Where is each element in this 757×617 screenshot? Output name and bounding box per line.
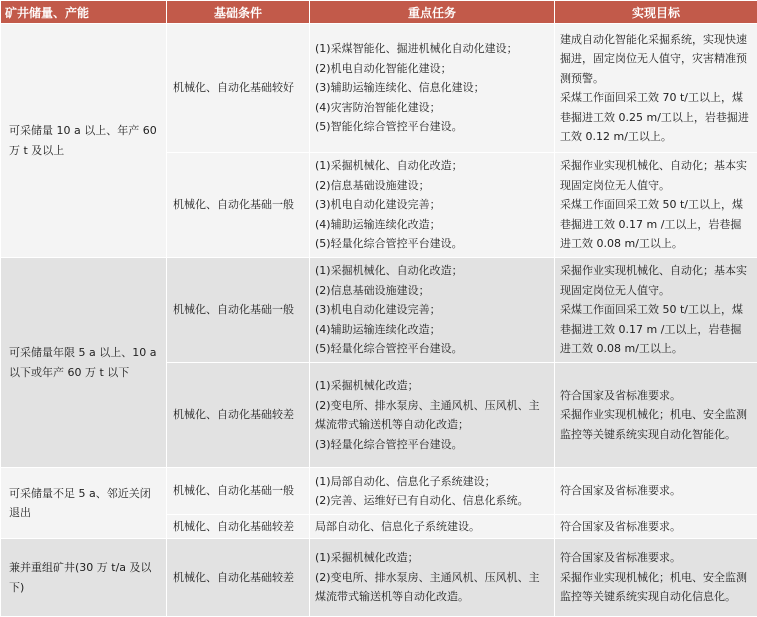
target-cell bbox=[555, 515, 757, 539]
target-item: 符合国家及省标准要求。 bbox=[560, 548, 752, 568]
target-cell bbox=[555, 24, 757, 153]
tasks-cell bbox=[310, 258, 555, 363]
target-cell bbox=[555, 363, 757, 468]
condition-cell: 机械化、自动化基础一般 bbox=[167, 153, 310, 258]
task-item: (2)信息基础设施建设； bbox=[315, 176, 549, 196]
task-item: (1)采掘机械化改造； bbox=[315, 376, 549, 396]
reserve-cell: 可采储量不足 5 a、邻近关闭退出 bbox=[1, 468, 167, 539]
task-item: (3)轻量化综合管控平台建设。 bbox=[315, 435, 549, 455]
target-item: 采掘作业实现机械化、自动化；基本实现固定岗位无人值守。 bbox=[560, 156, 752, 195]
task-item: (2)变电所、排水泵房、主通风机、压风机、主煤流带式输送机等自动化改造； bbox=[315, 396, 549, 435]
target-item: 采煤工作面回采工效 50 t/工以上，煤巷掘进工效 0.17 m /工以上，岩巷掘进工效 0.08 m/工以上。 bbox=[560, 195, 752, 254]
condition-cell: 机械化、自动化基础较差 bbox=[167, 363, 310, 468]
target-cell bbox=[555, 258, 757, 363]
condition-cell: 机械化、自动化基础一般 bbox=[167, 468, 310, 515]
task-item: (1)采掘机械化、自动化改造； bbox=[315, 261, 549, 281]
table-row bbox=[1, 24, 757, 153]
task-item: (4)灾害防治智能化建设； bbox=[315, 98, 549, 118]
task-item: (3)机电自动化建设完善； bbox=[315, 195, 549, 215]
tasks-cell bbox=[310, 515, 555, 539]
task-item: (1)采煤智能化、掘进机械化自动化建设； bbox=[315, 39, 549, 59]
target-cell bbox=[555, 468, 757, 515]
target-cell bbox=[555, 539, 757, 617]
target-item: 建成自动化智能化采掘系统，实现快速掘进，固定岗位无人值守，灾害精准预测预警。 bbox=[560, 30, 752, 89]
task-item: (5)轻量化综合管控平台建设。 bbox=[315, 234, 549, 254]
target-item: 采掘作业实现机械化；机电、安全监测监控等关键系统实现自动化智能化。 bbox=[560, 405, 752, 444]
target-item: 采煤工作面回采工效 50 t/工以上，煤巷掘进工效 0.17 m /工以上，岩巷掘进工效 0.08 m/工以上。 bbox=[560, 300, 752, 359]
task-item: (4)辅助运输连续化改造； bbox=[315, 320, 549, 340]
header-reserve: 矿井储量、产能 bbox=[1, 1, 167, 24]
task-item: (1)采掘机械化改造； bbox=[315, 548, 549, 568]
reserve-cell: 兼并重组矿井(30 万 t/a 及以下) bbox=[1, 539, 167, 617]
tasks-cell bbox=[310, 24, 555, 153]
task-item: (3)辅助运输连续化、信息化建设； bbox=[315, 78, 549, 98]
tasks-cell bbox=[310, 468, 555, 515]
table-row bbox=[1, 468, 757, 515]
condition-cell: 机械化、自动化基础较好 bbox=[167, 24, 310, 153]
header-targets: 实现目标 bbox=[555, 1, 757, 24]
task-item: (1)局部自动化、信息化子系统建设； bbox=[315, 472, 549, 492]
table-row bbox=[1, 539, 757, 617]
header-row bbox=[1, 1, 757, 24]
task-item: (1)采掘机械化、自动化改造； bbox=[315, 156, 549, 176]
condition-cell: 机械化、自动化基础一般 bbox=[167, 258, 310, 363]
target-cell bbox=[555, 153, 757, 258]
target-item: 符合国家及省标准要求。 bbox=[560, 481, 752, 501]
task-item: (3)机电自动化建设完善； bbox=[315, 300, 549, 320]
task-item: (4)辅助运输连续化改造； bbox=[315, 215, 549, 235]
target-item: 符合国家及省标准要求。 bbox=[560, 517, 752, 537]
task-item: (2)信息基础设施建设； bbox=[315, 281, 549, 301]
reserve-cell: 可采储量 10 a 以上、年产 60 万 t 及以上 bbox=[1, 24, 167, 258]
task-item: (5)轻量化综合管控平台建设。 bbox=[315, 339, 549, 359]
tasks-cell bbox=[310, 539, 555, 617]
task-item: (2)机电自动化智能化建设； bbox=[315, 59, 549, 79]
task-item: (2)完善、运维好已有自动化、信息化系统。 bbox=[315, 491, 549, 511]
condition-cell: 机械化、自动化基础较差 bbox=[167, 515, 310, 539]
target-item: 采掘作业实现机械化；机电、安全监测监控等关键系统实现自动化信息化。 bbox=[560, 568, 752, 607]
table-body bbox=[1, 24, 757, 617]
header-tasks: 重点任务 bbox=[310, 1, 555, 24]
task-item: 局部自动化、信息化子系统建设。 bbox=[315, 517, 549, 537]
target-item: 符合国家及省标准要求。 bbox=[560, 386, 752, 406]
tasks-cell bbox=[310, 153, 555, 258]
task-item: (5)智能化综合管控平台建设。 bbox=[315, 117, 549, 137]
condition-cell: 机械化、自动化基础较差 bbox=[167, 539, 310, 617]
target-item: 采煤工作面回采工效 70 t/工以上，煤巷掘进工效 0.25 m/工以上，岩巷掘进工效 0.12 m/工以上。 bbox=[560, 88, 752, 147]
table-row bbox=[1, 258, 757, 363]
reserve-cell: 可采储量年限 5 a 以上、10 a 以下或年产 60 万 t 以下 bbox=[1, 258, 167, 468]
header-condition: 基础条件 bbox=[167, 1, 310, 24]
task-item: (2)变电所、排水泵房、主通风机、压风机、主煤流带式输送机等自动化改造。 bbox=[315, 568, 549, 607]
tasks-cell bbox=[310, 363, 555, 468]
target-item: 采掘作业实现机械化、自动化；基本实现固定岗位无人值守。 bbox=[560, 261, 752, 300]
